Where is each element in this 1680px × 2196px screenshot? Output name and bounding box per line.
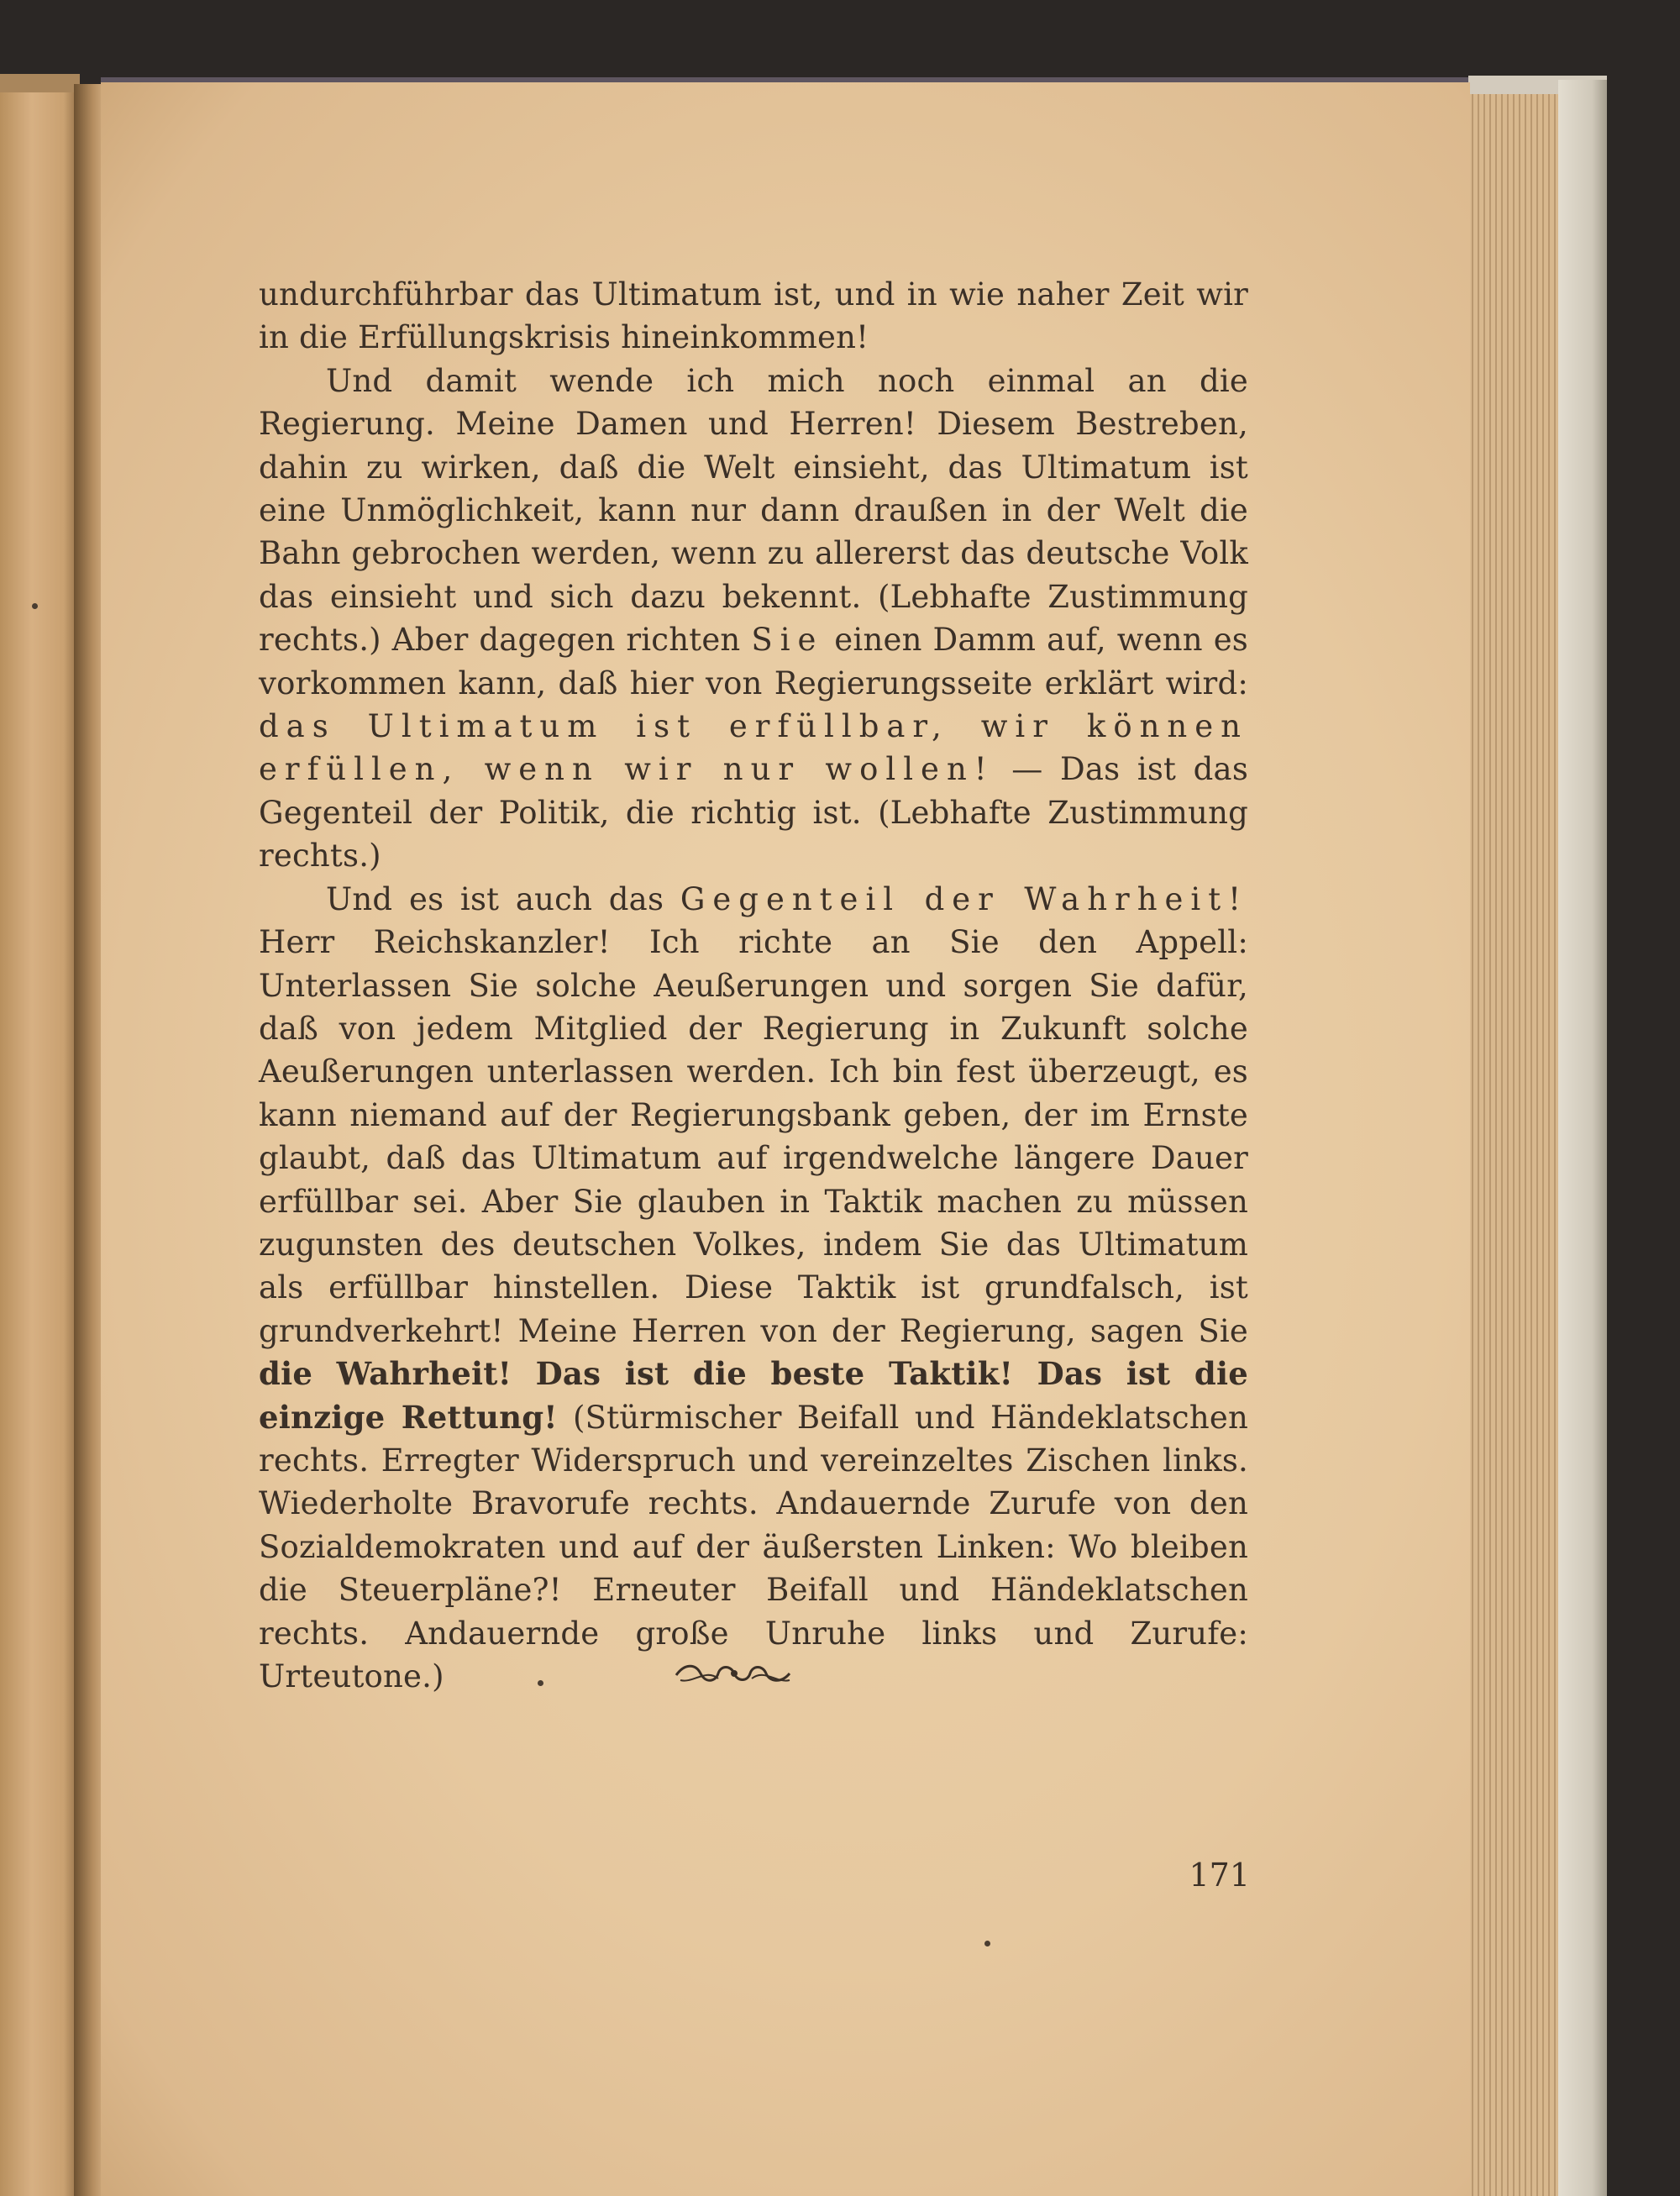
text-run: Und es ist auch das [326, 880, 680, 917]
spaced-emphasis-text: das Ultimatum ist erfüllbar, wir können erfüllen, wenn wir nur wollen! [259, 708, 1248, 788]
bold-emphasis-text: die Wahrheit! Das ist die beste Taktik! Das ist die einzige Rettung! [259, 1355, 1248, 1436]
previous-page-edge [0, 76, 80, 2196]
page-number: 171 [1189, 1857, 1250, 1894]
spaced-emphasis-text: Sie [751, 622, 824, 659]
decorative-vignette-icon [672, 1657, 798, 1690]
text-run: einen Damm auf, wenn es vorkommen kann, daß hier von Regierungsseite erklärt wird: [259, 622, 1248, 701]
text-run: undurchführbar das Ultimatum ist, und in wie naher Zeit wir in die Erfüllungskrisis hineinkommen! [259, 276, 1248, 356]
text-run: Herr Reichskanzler! Ich richte an Sie den Appell: Unterlassen Sie solche Aeußerungen und sorgen Sie dafür, daß von jedem Mitglied der Regierung in Zukunft solche Aeußerungen unterlassen werden. Ich bin fest überzeugt, es kann niemand auf der Regierungsbank geben, der im Ernste glaubt, daß das Ultimatum auf irgendwelche längere Dauer erfüllbar sei. Aber Sie glauben in Taktik machen zu müssen zugunsten des deutschen Volkes, indem Sie das Ultimatum als erfüllbar hinstellen. Diese Taktik ist grundfalsch, ist grundverkehrt! Meine Herren von der Regierung, sagen Sie [259, 924, 1248, 1349]
paper-speck [984, 1941, 990, 1946]
paragraph [259, 360, 1248, 878]
paper-speck [538, 1680, 543, 1686]
text-run: Und damit wende ich mich noch einmal an die Regierung. Meine Damen und Herren! Diesem Bestreben, dahin zu wirken, daß die Welt einsieht, das Ultimatum ist eine Unmöglichkeit, kann nur dann draußen in der Welt die Bahn gebrochen werden, wenn zu allererst das deutsche Volk das einsieht und sich dazu bekennt. (Lebhafte Zustimmung rechts.) Aber dagegen richten [259, 362, 1248, 659]
previous-page-top-edge [0, 74, 80, 92]
text-run: (Stürmischer Beifall und Händeklatschen rechts. Erregter Widerspruch und vereinzeltes Zischen links. Wiederholte Bravorufe rechts. Andauernde Zurufe von den Sozialdemokraten und auf der äußersten Linken: Wo bleiben die Steuerpläne?! Erneuter Beifall und Händeklatschen rechts. Andauernde große Unruhe links und Zurufe: Urteutone.) [259, 1399, 1248, 1694]
text-run: — Das ist das Gegenteil der Politik, die richtig ist. (Lebhafte Zustimmung rechts.) [259, 751, 1249, 875]
paragraph [259, 878, 1248, 1699]
paragraph [259, 273, 1248, 360]
book-cover [1558, 80, 1607, 2196]
page-stack-edge [1462, 94, 1562, 2196]
paper-speck [32, 603, 38, 609]
spaced-emphasis-text: Gegenteil der Wahrheit! [680, 880, 1249, 917]
body-text [259, 273, 1248, 1698]
